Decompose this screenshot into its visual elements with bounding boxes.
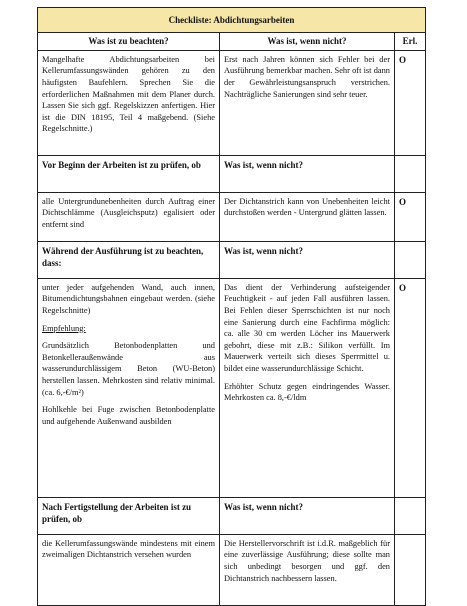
section-after-heading: Nach Fertigstellung der Arbeiten ist zu prüfen, ob: [38, 497, 220, 534]
item-during-cell: [38, 278, 220, 497]
intro-consequence: Erst nach Jahren können sich Fehler bei der Ausführung bemerkbar machen. Sehr oft ist dann der Gewährleistungsanspruch verstrichen. Nachträgliche Sanierungen sind sehr teuer.: [220, 50, 395, 155]
item-after-check-cell[interactable]: [395, 534, 426, 605]
item-before-check-mark[interactable]: O: [395, 192, 426, 241]
header-done: Erl.: [395, 33, 426, 50]
section-before-row: [38, 155, 426, 192]
intro-text: Mangelhafte Abdichtungsarbeiten bei Kellerumfassungswänden gehören zu den häufigsten Baufehlern. Sprechen Sie die erforderlichen Maßnahmen mit dem Planer durch. Lassen Sie sich ggf. Regelskizzen anfertigen. Hier ist die DIN 18195, Teil 4 maßgebend. (Siehe Regelschnitte.): [38, 50, 220, 155]
item-during-text-2: Grundsätzlich Betonbodenplatten und Betonkelleraußenwände aus wasserundurchlässigem Beton (WU-Beton) herstellen lassen. Mehrkosten sind relativ minimal. (ca. 6,-€/m²): [42, 341, 215, 397]
section-during-row: [38, 241, 426, 278]
section-after-heading-right: Was ist, wenn nicht?: [220, 497, 395, 534]
item-during-check-mark[interactable]: O: [395, 278, 426, 497]
section-after-empty: [395, 497, 426, 534]
section-during-heading: Während der Ausführung ist zu beachten, dass:: [38, 241, 220, 278]
section-before-heading: Vor Beginn der Arbeiten ist zu prüfen, ob: [38, 155, 220, 192]
header-consider: Was ist zu beachten?: [38, 33, 220, 50]
item-during-text-3: Hohlkehle bei Fuge zwischen Betonbodenplatte und aufgehende Außenwand ausbilden: [42, 405, 215, 426]
intro-row: [38, 50, 426, 155]
column-header-row: [38, 33, 426, 50]
section-during-heading-right: Was ist, wenn nicht?: [220, 241, 395, 278]
item-during-consequence-2: Erhöhter Schutz gegen eindringendes Wasser. Mehrkosten ca. 8,-€/ldm: [224, 381, 390, 403]
header-consequence: Was ist, wenn nicht?: [220, 33, 395, 50]
item-after-consequence: Die Herstellervorschrift ist i.d.R. maßgeblich für eine zuverlässige Ausführung; diese sollte man sich unbedingt besorgen und ggf. den Dichtanstrich nachbessern lassen.: [220, 534, 395, 605]
item-during-row: [38, 278, 426, 497]
recommendation-label: Empfehlung:: [42, 323, 86, 333]
item-before-consequence: Der Dichtanstrich kann von Unebenheiten leicht durchstoßen werden - Untergrund glätten lassen.: [220, 192, 395, 241]
checklist-table: [37, 7, 426, 606]
section-during-empty: [395, 241, 426, 278]
item-after-text: die Kellerumfassungswände mindestens mit einem zweimaligen Dichtanstrich versehen wurden: [38, 534, 220, 605]
item-after-row: [38, 534, 426, 605]
title-row: [38, 8, 426, 33]
intro-check-mark[interactable]: O: [395, 50, 426, 155]
section-before-empty: [395, 155, 426, 192]
item-during-text-1: unter jeder aufgehenden Wand, auch innen, Bitumendichtungsbahnen eingebaut werden. (siehe Regelschnitte): [42, 282, 215, 315]
checklist-title: Checkliste: Abdichtungsarbeiten: [38, 8, 426, 33]
item-before-row: [38, 192, 426, 241]
section-before-heading-right: Was ist, wenn nicht?: [220, 155, 395, 192]
item-during-consequence-1: Das dient der Verhinderung aufsteigender Feuchtigkeit - auf jeden Fall ausführen lassen. Bei Fehlen dieser Sperrschichten ist nur noch eine Sanierung durch eine Fachfirma möglich: ca. alle 30 cm werden Löcher ins Mauerwerk gebohrt, diese mit z.B.: Silikon verfüllt. Im Mauerwerk verteilt sich dieses Sperrmittel u. bildet eine wasserundurchlässige Schicht.: [224, 282, 390, 373]
item-during-consequence-cell: [220, 278, 395, 497]
section-after-row: [38, 497, 426, 534]
item-before-text: alle Untergrundunebenheiten durch Auftrag einer Dichtschlämme (Ausgleichsputz) egalisiert oder entfernt sind: [38, 192, 220, 241]
